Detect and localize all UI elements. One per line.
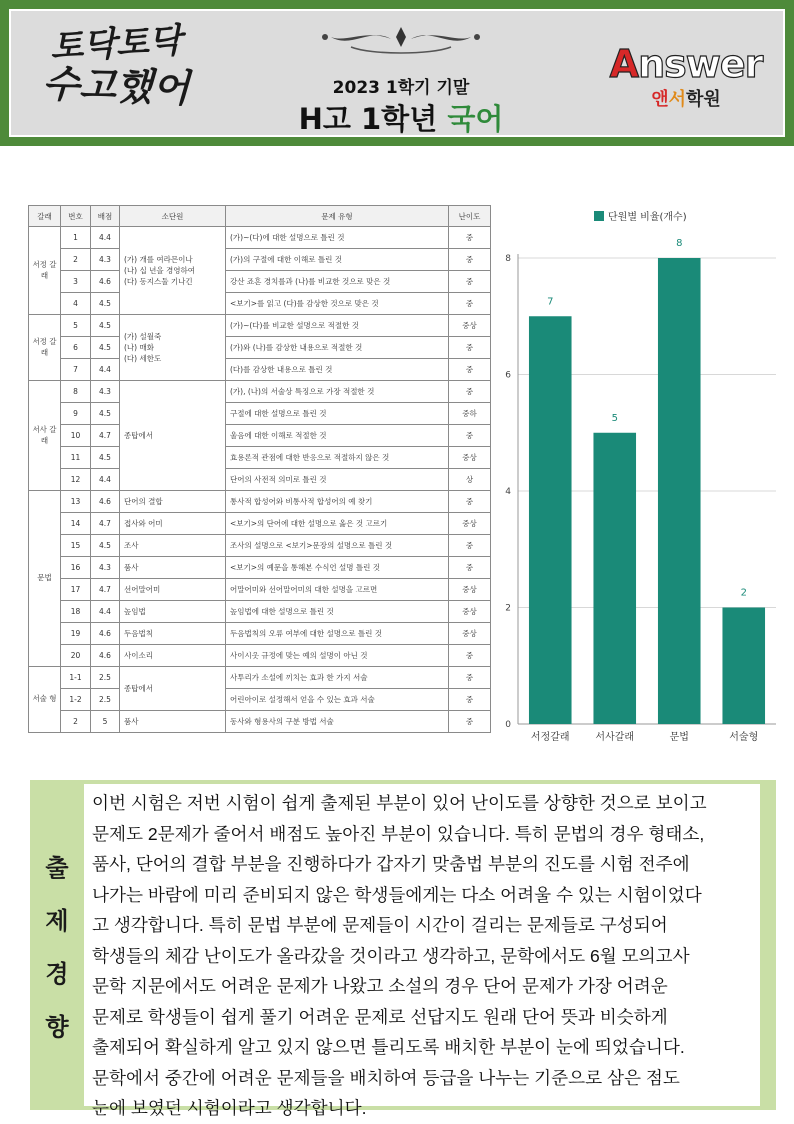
data-label: 8 — [676, 238, 683, 249]
score-cell: 4.7 — [91, 513, 120, 535]
category-cell: 서정 갈래 — [29, 315, 61, 381]
unit-cell: 접사와 어미 — [120, 513, 226, 535]
header-difficulty: 난이도 — [449, 206, 491, 227]
trend-text-line: 고 생각합니다. 특히 문법 부분에 문제들이 시간이 걸리는 문제들로 구성되어 — [92, 915, 668, 935]
header-category: 갈래 — [29, 206, 61, 227]
question-type-cell: <보기>를 읽고 (다)를 감상한 것으로 맞은 것 — [226, 293, 449, 315]
number-cell: 18 — [61, 601, 91, 623]
number-cell: 1-1 — [61, 667, 91, 689]
difficulty-cell: 중 — [449, 293, 491, 315]
question-type-cell: 단어의 사전적 의미로 틀린 것 — [226, 469, 449, 491]
table-row — [29, 711, 491, 733]
difficulty-cell: 중 — [449, 425, 491, 447]
number-cell: 15 — [61, 535, 91, 557]
score-cell: 4.5 — [91, 337, 120, 359]
table-row — [29, 381, 491, 403]
table-row — [29, 689, 491, 711]
unit-cell: 단어의 결합 — [120, 491, 226, 513]
table-header-row — [29, 206, 491, 227]
difficulty-cell: 중 — [449, 227, 491, 249]
table-row — [29, 293, 491, 315]
question-type-cell: 통사적 합성어와 비통사적 합성어의 예 찾기 — [226, 491, 449, 513]
score-cell: 5 — [91, 711, 120, 733]
trend-text-line: 문학에서 중간에 어려운 문제들을 배치하여 등급을 나누는 기준으로 삼은 점도 — [92, 1067, 680, 1088]
number-cell: 7 — [61, 359, 91, 381]
x-tick-label: 서사갈래 — [595, 732, 635, 743]
header-banner — [0, 0, 794, 146]
difficulty-cell: 중 — [449, 557, 491, 579]
question-type-cell: (다)를 감상한 내용으로 틀린 것 — [226, 359, 449, 381]
score-cell: 4.5 — [91, 315, 120, 337]
trend-text-line: 이번 시험은 저번 시험이 쉽게 출제된 부분이 있어 난이도를 상향한 것으로 보이고 — [92, 793, 707, 813]
trend-text-line: 문제로 학생들이 쉽게 풀기 어려운 문제로 선답지도 원래 단어 뜻과 비슷하게 — [92, 1006, 668, 1027]
difficulty-cell: 중상 — [449, 601, 491, 623]
legend-swatch — [594, 211, 604, 221]
trend-text-line: 눈에 보였던 시험이라고 생각합니다. — [92, 1098, 367, 1118]
trend-label — [30, 780, 84, 1110]
table-row — [29, 579, 491, 601]
question-type-cell: 조사의 설명으로 <보기>문장의 설명으로 틀린 것 — [226, 535, 449, 557]
table-row — [29, 513, 491, 535]
exam-analysis-table — [28, 205, 491, 733]
score-cell: 4.4 — [91, 227, 120, 249]
number-cell: 5 — [61, 315, 91, 337]
score-cell: 4.5 — [91, 293, 120, 315]
trend-text-line: 품사, 단어의 결합 부분을 진행하다가 갑자기 맞춤법 부분의 진도를 시험 전주에 — [92, 854, 690, 874]
header-number: 번호 — [61, 206, 91, 227]
legend-label: 단원별 비율(개수) — [608, 212, 687, 223]
trend-text-line: 출제되어 확실하게 알고 있지 않으면 틀리도록 배치한 부분이 눈에 띄었습니다. — [92, 1037, 685, 1057]
number-cell: 1 — [61, 227, 91, 249]
number-cell: 13 — [61, 491, 91, 513]
table-row — [29, 645, 491, 667]
score-cell: 4.6 — [91, 271, 120, 293]
question-type-cell: <보기>의 예문을 통해본 수식언 설명 틀린 것 — [226, 557, 449, 579]
number-cell: 2 — [61, 249, 91, 271]
score-cell: 4.5 — [91, 447, 120, 469]
unit-cell: (가) 개를 여라믄이나 (나) 십 년을 경영하여 (다) 동지스둘 기나긴 — [120, 227, 226, 315]
x-tick-label: 서정갈래 — [530, 732, 570, 743]
difficulty-cell: 중 — [449, 359, 491, 381]
table-row — [29, 227, 491, 249]
unit-cell: (가) 설월죽 (나) 매화 (다) 세한도 — [120, 315, 226, 381]
difficulty-cell: 중 — [449, 535, 491, 557]
ornament-icon — [311, 25, 491, 55]
number-cell: 14 — [61, 513, 91, 535]
question-type-cell: 구절에 대한 설명으로 틀린 것 — [226, 403, 449, 425]
difficulty-cell: 중상 — [449, 447, 491, 469]
table-row — [29, 535, 491, 557]
difficulty-cell: 중상 — [449, 315, 491, 337]
number-cell: 11 — [61, 447, 91, 469]
bar — [529, 316, 572, 724]
number-cell: 8 — [61, 381, 91, 403]
trend-text-line: 문제도 2문제가 줄어서 배점도 높아진 부분이 있습니다. 특히 문법의 경우 형태소, — [92, 823, 705, 844]
trend-label-char: 향 — [45, 1013, 69, 1041]
header-score: 배점 — [91, 206, 120, 227]
difficulty-cell: 중하 — [449, 403, 491, 425]
number-cell: 3 — [61, 271, 91, 293]
difficulty-cell: 중 — [449, 249, 491, 271]
data-label: 2 — [740, 587, 747, 599]
table-row — [29, 403, 491, 425]
unit-cell: 높임법 — [120, 601, 226, 623]
handwritten-logo — [31, 20, 201, 111]
bar — [593, 433, 636, 724]
unit-cell: 두음법칙 — [120, 623, 226, 645]
table-row — [29, 337, 491, 359]
table-row — [29, 425, 491, 447]
table-row — [29, 447, 491, 469]
trend-label-char: 경 — [45, 960, 69, 988]
data-label: 5 — [611, 412, 618, 424]
question-type-cell: 사투리가 소설에 끼치는 효과 한 가지 서술 — [226, 667, 449, 689]
category-cell: 서사 갈래 — [29, 381, 61, 491]
question-type-cell: (가)~(다)에 대한 설명으로 틀린 것 — [226, 227, 449, 249]
number-cell: 4 — [61, 293, 91, 315]
score-cell: 4.5 — [91, 535, 120, 557]
difficulty-cell: 중 — [449, 645, 491, 667]
question-type-cell: 두음법칙의 오류 여부에 대한 설명으로 틀린 것 — [226, 623, 449, 645]
category-cell: 서술 형 — [29, 667, 61, 733]
exam-title — [241, 97, 561, 138]
question-type-cell: 어말어미와 선어말어미의 대한 설명을 고르면 — [226, 579, 449, 601]
trend-text-line: 학생들의 체감 난이도가 올라갔을 것이라고 생각하고, 문학에서도 6월 모의고사 — [92, 945, 690, 966]
header-question-type: 문제 유형 — [226, 206, 449, 227]
number-cell: 2 — [61, 711, 91, 733]
score-cell: 2.5 — [91, 667, 120, 689]
unit-cell: 선어말어미 — [120, 579, 226, 601]
y-tick-label: 4 — [505, 487, 511, 497]
trend-text-line: 나가는 바람에 미리 준비되지 않은 학생들에게는 다소 어려울 수 있는 시험이었다 — [92, 884, 702, 905]
difficulty-cell: 중 — [449, 381, 491, 403]
score-cell: 4.6 — [91, 491, 120, 513]
difficulty-cell: 중상 — [449, 623, 491, 645]
number-cell: 12 — [61, 469, 91, 491]
exam-title-main: H고 1학년 — [298, 102, 438, 136]
score-cell: 4.7 — [91, 579, 120, 601]
bar — [658, 258, 701, 724]
logo-line-2: 수고했어 — [41, 60, 191, 111]
difficulty-cell: 중 — [449, 689, 491, 711]
difficulty-cell: 상 — [449, 469, 491, 491]
number-cell: 17 — [61, 579, 91, 601]
category-cell: 문법 — [29, 491, 61, 667]
difficulty-cell: 중상 — [449, 513, 491, 535]
table-row — [29, 359, 491, 381]
unit-cell: 품사 — [120, 711, 226, 733]
number-cell: 20 — [61, 645, 91, 667]
question-type-cell: 동사와 형용사의 구분 방법 서술 — [226, 711, 449, 733]
score-cell: 4.4 — [91, 359, 120, 381]
table-row — [29, 249, 491, 271]
trend-text-line: 문학 지문에서도 어려운 문제가 나왔고 소설의 경우 단어 문제가 가장 어려운 — [92, 976, 668, 996]
difficulty-cell: 중 — [449, 491, 491, 513]
number-cell: 9 — [61, 403, 91, 425]
unit-cell: 품사 — [120, 557, 226, 579]
answer-logo-korean: 앤서학원 — [651, 89, 721, 110]
exam-trend-box — [30, 780, 776, 1118]
unit-cell: 사이소리 — [120, 645, 226, 667]
y-tick-label: 6 — [505, 370, 511, 381]
table-row — [29, 667, 491, 689]
unit-ratio-bar-chart — [494, 198, 784, 758]
x-tick-label: 서술형 — [729, 732, 759, 743]
difficulty-cell: 중 — [449, 337, 491, 359]
data-label: 7 — [547, 296, 554, 308]
number-cell: 1-2 — [61, 689, 91, 711]
question-type-cell: 효용론적 관점에 대한 반응으로 적절하지 않은 것 — [226, 447, 449, 469]
answer-logo-word: Answer — [609, 42, 763, 86]
number-cell: 10 — [61, 425, 91, 447]
question-type-cell: 강산 죠흔 경치를과 (나)를 비교한 것으로 맞은 것 — [226, 271, 449, 293]
exam-title-subject: 국어 — [447, 102, 504, 136]
unit-cell: 종탑에서 — [120, 381, 226, 491]
question-type-cell: (가)~(다)를 비교한 설명으로 적절한 것 — [226, 315, 449, 337]
table-row — [29, 601, 491, 623]
score-cell: 4.3 — [91, 557, 120, 579]
trend-label-char: 제 — [45, 907, 69, 935]
header-unit: 소단원 — [120, 206, 226, 227]
trend-text — [84, 784, 760, 1118]
answer-academy-logo — [601, 42, 771, 111]
score-cell: 4.3 — [91, 249, 120, 271]
question-type-cell: 사이시옷 규정에 맞는 예의 설명이 아닌 것 — [226, 645, 449, 667]
score-cell: 4.5 — [91, 403, 120, 425]
y-tick-label: 2 — [505, 603, 511, 614]
x-tick-label: 문법 — [669, 732, 689, 743]
category-cell: 서정 갈래 — [29, 227, 61, 315]
unit-cell: 조사 — [120, 535, 226, 557]
difficulty-cell: 중 — [449, 667, 491, 689]
question-type-cell: (가)와 (나)를 감상한 내용으로 적절한 것 — [226, 337, 449, 359]
trend-label-char: 출 — [45, 854, 69, 882]
question-type-cell: (가)의 구절에 대한 이해로 틀린 것 — [226, 249, 449, 271]
logo-line-1: 토닥토닥 — [49, 20, 183, 68]
number-cell: 16 — [61, 557, 91, 579]
y-tick-label: 0 — [505, 720, 511, 730]
score-cell: 2.5 — [91, 689, 120, 711]
question-type-cell: (가), (나)의 서술상 특징으로 가장 적절한 것 — [226, 381, 449, 403]
table-row — [29, 491, 491, 513]
table-row — [29, 557, 491, 579]
exam-subtitle: 2023 1학기 기말 — [332, 78, 470, 98]
bar — [722, 608, 765, 725]
table-row — [29, 469, 491, 491]
table-row — [29, 315, 491, 337]
header-panel — [9, 9, 785, 137]
table-row — [29, 271, 491, 293]
question-type-cell: 어린아이로 설정해서 얻을 수 있는 효과 서술 — [226, 689, 449, 711]
score-cell: 4.7 — [91, 425, 120, 447]
difficulty-cell: 중상 — [449, 579, 491, 601]
score-cell: 4.6 — [91, 623, 120, 645]
score-cell: 4.4 — [91, 601, 120, 623]
question-type-cell: 높임법에 대한 설명으로 틀린 것 — [226, 601, 449, 623]
score-cell: 4.3 — [91, 381, 120, 403]
unit-cell: 종탑에서 — [120, 667, 226, 711]
question-type-cell: 울음에 대한 이해로 적절한 것 — [226, 425, 449, 447]
number-cell: 6 — [61, 337, 91, 359]
score-cell: 4.4 — [91, 469, 120, 491]
difficulty-cell: 중 — [449, 711, 491, 733]
y-tick-label: 8 — [505, 254, 511, 264]
number-cell: 19 — [61, 623, 91, 645]
score-cell: 4.6 — [91, 645, 120, 667]
question-type-cell: <보기>의 단어에 대한 설명으로 옳은 것 고르기 — [226, 513, 449, 535]
table-row — [29, 623, 491, 645]
difficulty-cell: 중 — [449, 271, 491, 293]
